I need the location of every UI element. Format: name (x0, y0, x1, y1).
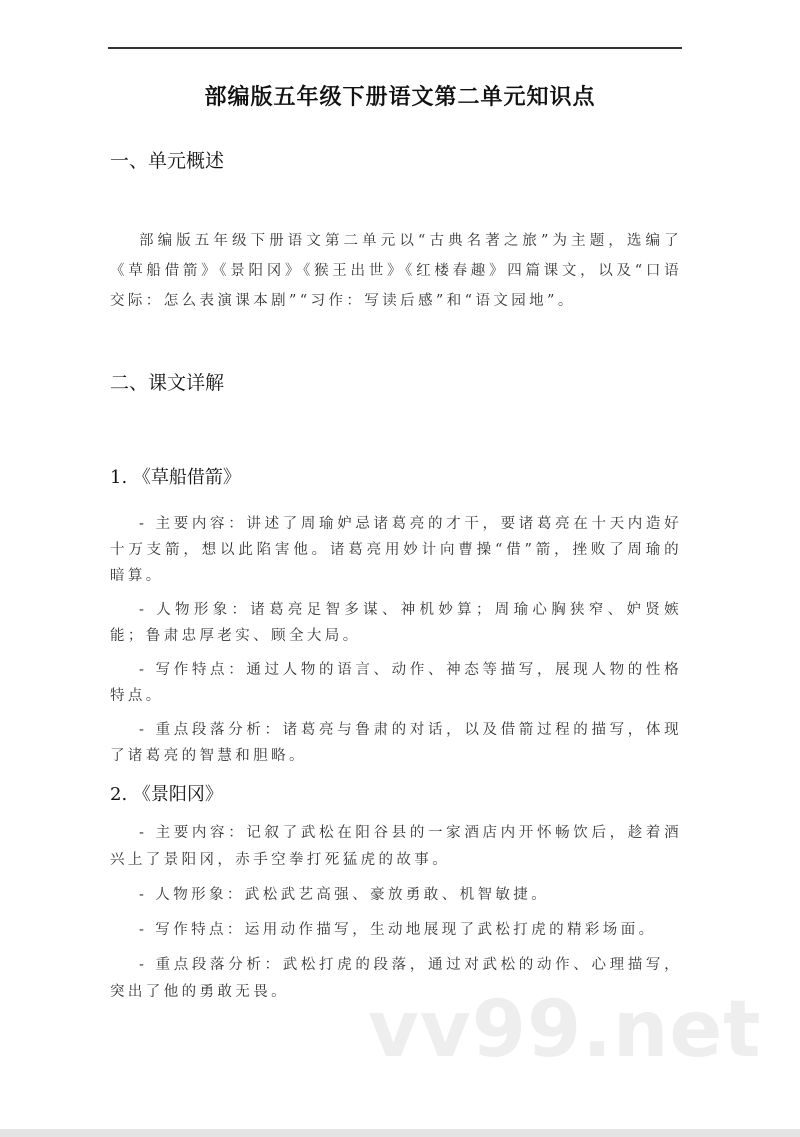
lesson-name: 《景阳冈》 (132, 784, 223, 805)
lesson-point: - 重点段落分析：诸葛亮与鲁肃的对话，以及借箭过程的描写，体现了诸葛亮的智慧和胆略。 (110, 722, 682, 764)
section-heading-overview: 一、单元概述 (110, 150, 225, 172)
top-rule (108, 47, 682, 49)
lesson-point: - 写作特点：运用动作描写，生动地展现了武松打虎的精彩场面。 (139, 922, 657, 938)
page-title: 部编版五年级下册语文第二单元知识点 (204, 85, 596, 110)
overview-paragraph (110, 226, 682, 316)
lesson-point: - 主要内容：讲述了周瑜妒忌诸葛亮的才干，要诸葛亮在十天内造好十万支箭，想以此陷害他。诸葛亮用妙计向曹操“借”箭，挫败了周瑜的暗算。 (110, 516, 682, 584)
lesson-point: - 重点段落分析：武松打虎的段落，通过对武松的动作、心理描写，突出了他的勇敢无畏。 (110, 957, 682, 1000)
lesson-heading-2 (110, 780, 223, 806)
lesson-name: 《草船借箭》 (132, 467, 241, 488)
lesson-point: - 人物形象：诸葛亮足智多谋、神机妙算；周瑜心胸狭窄、妒贤嫉能；鲁肃忠厚老实、顾全大局。 (110, 602, 682, 644)
lesson-2-points (110, 820, 682, 1006)
lesson-point: - 写作特点：通过人物的语言、动作、神态等描写，展现人物的性格特点。 (110, 662, 682, 704)
overview-text: 部编版五年级下册语文第二单元以“古典名著之旅”为主题，选编了《草船借箭》《景阳冈》《猴王出世》《红楼春趣》四篇课文，以及“口语交际：怎么表演课本剧”“习作：写读后感”和“语文园地”。 (110, 233, 682, 309)
lesson-number: 1. (110, 467, 128, 488)
lesson-point: - 人物形象：武松武艺高强、豪放勇敢、机智敏捷。 (139, 887, 550, 903)
lesson-point: - 主要内容：记叙了武松在阳谷县的一家酒店内开怀畅饮后，趁着酒兴上了景阳冈，赤手空拳打死猛虎的故事。 (110, 825, 682, 868)
watermark: vv99.net (368, 985, 762, 1075)
lesson-number: 2. (110, 784, 128, 805)
lesson-heading-1 (110, 463, 241, 489)
bottom-bar (0, 1129, 800, 1137)
lesson-1-points (110, 511, 682, 769)
section-heading-lessons: 二、课文详解 (110, 372, 225, 394)
